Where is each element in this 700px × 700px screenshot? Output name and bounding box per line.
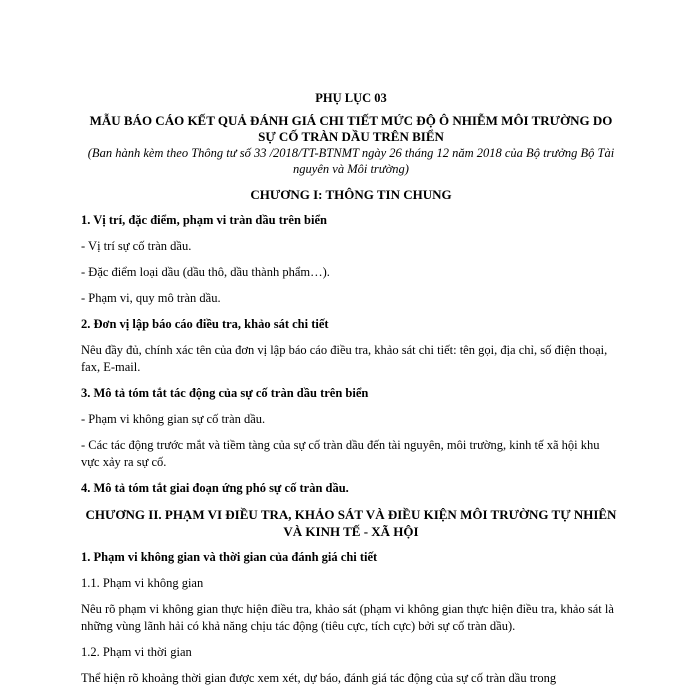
document-body [81,90,621,696]
appendix-title: MẪU BÁO CÁO KẾT QUẢ ĐÁNH GIÁ CHI TIẾT MỨC ĐỘ Ô NHIỄM MÔI TRƯỜNG DO SỰ CỐ TRÀN DẦU TRÊN BIỂN [89,113,613,144]
section-1-item: - Phạm vi, quy mô tràn dầu. [81,291,221,305]
appendix-label: PHỤ LỤC 03 [315,91,387,105]
section-1-item: - Vị trí sự cố tràn dầu. [81,239,192,253]
ch2-section-1-1-text: Nêu rõ phạm vi không gian thực hiện điều tra, khảo sát (phạm vi không gian thực hiện điều tra, khảo sát là những vùng lãnh hải có khả năng chịu tác động (tiêu cực, tích cực) bởi sự cố tràn dầu). [81,602,614,633]
appendix-issued-note: (Ban hành kèm theo Thông tư số 33 /2018/TT-BTNMT ngày 26 tháng 12 năm 2018 của Bộ trưởng Bộ Tài nguyên và Môi trường) [87,146,615,176]
ch2-section-1-2-text: Thể hiện rõ khoảng thời gian được xem xét, dự báo, đánh giá tác động của sự cố tràn dầu trong [81,671,557,685]
section-3-item: - Các tác động trước mắt và tiềm tàng của sự cố tràn dầu đến tài nguyên, môi trường, kinh tế xã hội khu vực xảy ra sự cố. [81,438,600,469]
ch2-section-1-1-heading: 1.1. Phạm vi không gian [81,576,204,590]
section-3-heading: 3. Mô tả tóm tắt tác động của sự cố tràn dầu trên biển [81,386,369,400]
section-2-heading: 2. Đơn vị lập báo cáo điều tra, khảo sát chi tiết [81,317,329,331]
ch2-section-1-heading: 1. Phạm vi không gian và thời gian của đánh giá chi tiết [81,550,378,564]
section-1-heading: 1. Vị trí, đặc điểm, phạm vi tràn dầu trên biển [81,213,327,227]
section-1-item: - Đặc điểm loại dầu (dầu thô, dầu thành phẩm…). [81,265,330,279]
section-3-item: - Phạm vi không gian sự cố tràn dầu. [81,412,266,426]
ch2-section-1-2-heading: 1.2. Phạm vi thời gian [81,645,192,659]
chapter-1-title: CHƯƠNG I: THÔNG TIN CHUNG [250,187,452,202]
section-2-text: Nêu đầy đủ, chính xác tên của đơn vị lập báo cáo điều tra, khảo sát chi tiết: tên gọi, địa chỉ, số điện thoại, fax, E-mail. [81,343,608,374]
chapter-2-title: CHƯƠNG II. PHẠM VI ĐIỀU TRA, KHẢO SÁT VÀ ĐIỀU KIỆN MÔI TRƯỜNG TỰ NHIÊN VÀ KINH TẾ - XÃ HỘI [85,507,617,539]
section-4-heading: 4. Mô tả tóm tắt giai đoạn ứng phó sự cố tràn dầu. [81,481,349,495]
